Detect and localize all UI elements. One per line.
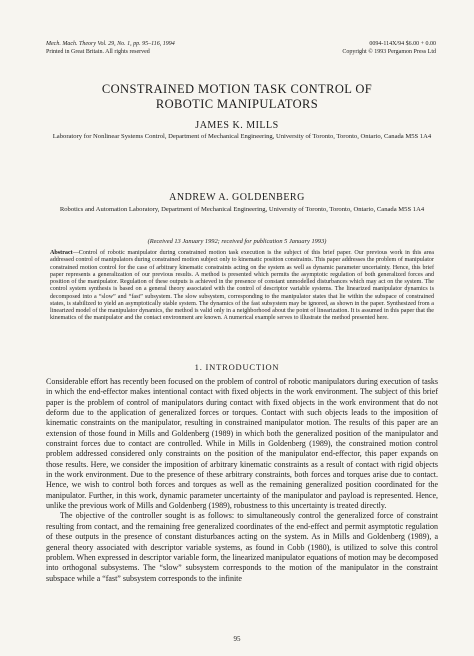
printed-note: Printed in Great Britain. All rights reserved — [46, 49, 150, 55]
page-number: 95 — [233, 635, 241, 643]
author-affiliation: Laboratory for Nonlinear Systems Control, Department of Mechanical Engineering, University of Toronto, Toronto, Ontario, Canada M5S 1A4 — [52, 133, 432, 140]
journal-citation: Mech. Mach. Theory Vol. 29, No. 1, pp. 95–116, 1994 — [46, 41, 175, 47]
paper-title — [0, 82, 474, 112]
abstract-text: —Control of robotic manipulator during constrained motion task execution is the subject of this brief paper. Our previous work in this area addressed control of manipulators during constrained motion subject only to kinematic position constraints. This paper addresses the problem of manipulator constrained motion control for the case of arbitrary kinematic constraints acting on the system as well as dynamic parameter uncertainty. Hence, this brief paper represents a generalization of our previous results. A method is presented which permits the asymptotic regulation of both generalized forces and position of the manipulator. Regulation of these outputs is achieved in the presence of constant unmodelled disturbances which may act on the system. The control system synthesis is based on a general theory associated with the control of descriptor variable systems. The linearized manipulator dynamics is decomposed into a “slow” and “fast” subsystem. The slow subsystem, corresponding to the manipulator states that lie within the subspace of constrained states, is stabilized to yield an asymptotically stable system. The dynamics of the fast subsystem may be ignored, as shown in the paper. Synthesized from a linearized model of the manipulator dynamics, the method is valid only in a neighborhood about the point of linearization. It is assumed in this paper that the kinematics of the manipulator and the contact environment are known. A numerical example serves to illustrate the method presented here. — [50, 250, 434, 322]
received-dates: (Received 13 January 1992; received for publication 5 January 1993) — [147, 238, 327, 245]
author-affiliation: Robotics and Automation Laboratory, Department of Mechanical Engineering, University of Toronto, Toronto, Ontario, Canada M5S 1A4 — [59, 206, 425, 213]
copyright-header — [342, 40, 436, 56]
title-line-2: ROBOTIC MANIPULATORS — [155, 97, 319, 111]
abstract — [50, 250, 434, 323]
issn: 0094-114X/94 $6.00 + 0.00 — [369, 41, 436, 47]
paragraph: The objective of the controller sought is as follows: to simultaneously control the generalized force of constraint resulting from contact, and the remaining free generalized coordinates of the end-effect and permit asymptotic regulation of these outputs in the presence of constant disturbances acting on the system. As in Mills and Goldenberg (1989), a general theory associated with descriptor variable systems, as found in Cobb (1980), is utilized to solve this control problem. When expressed in descriptor variable form, the linearized manipulator equations of motion may be decomposed into orthogonal subsystems. The “slow” subsystem corresponds to the motion of the manipulator in the constraint subspace while a “fast” subsystem corresponds to the infinite — [46, 511, 438, 583]
author-name: ANDREW A. GOLDENBERG — [169, 192, 305, 203]
journal-header — [46, 40, 175, 56]
body-text — [46, 377, 438, 584]
author-name: JAMES K. MILLS — [195, 120, 279, 131]
paragraph: Considerable effort has recently been focused on the problem of control of robotic manipulators during execution of tasks in which the end-effector makes intentional contact with fixed objects in the work environment. The subject of this brief paper is the problem of control of manipulators during contact with fixed objects in the work environment that do not deform due to the application of generalized forces or torques. Contact with such objects leads to the imposition of kinematic constraints on the manipulator, resulting in constrained manipulator motion. The results of this paper are an extension of those found in Mills and Goldenberg (1989) in which both the generalized position of the manipulator and constraint forces due to contact are controlled. While in Mills in Goldenberg (1989), the constrained motion control problem addressed considered only constraints on the position of the manipulator end-effector, this paper expands on those results. Here, we consider the imposition of arbitrary kinematic constraints as a result of contact with rigid objects in the work environment. Due to the presence of these arbitrary constraints, both forces and torques arise due to contact. Hence, we wish to control both forces and torques as well as the remaining generalized position coordinated for the manipulator. Further, in this work, dynamic parameter uncertainty of the manipulator and payload is represented. Hence, unlike the previous work of Mills and Goldenberg (1989), robustness to this uncertainty is treated directly. — [46, 377, 438, 511]
section-heading: 1. INTRODUCTION — [194, 362, 280, 372]
abstract-label: Abstract — [50, 250, 73, 256]
copyright: Copyright © 1993 Pergamon Press Ltd — [342, 49, 436, 55]
title-line-1: CONSTRAINED MOTION TASK CONTROL OF — [101, 82, 373, 96]
